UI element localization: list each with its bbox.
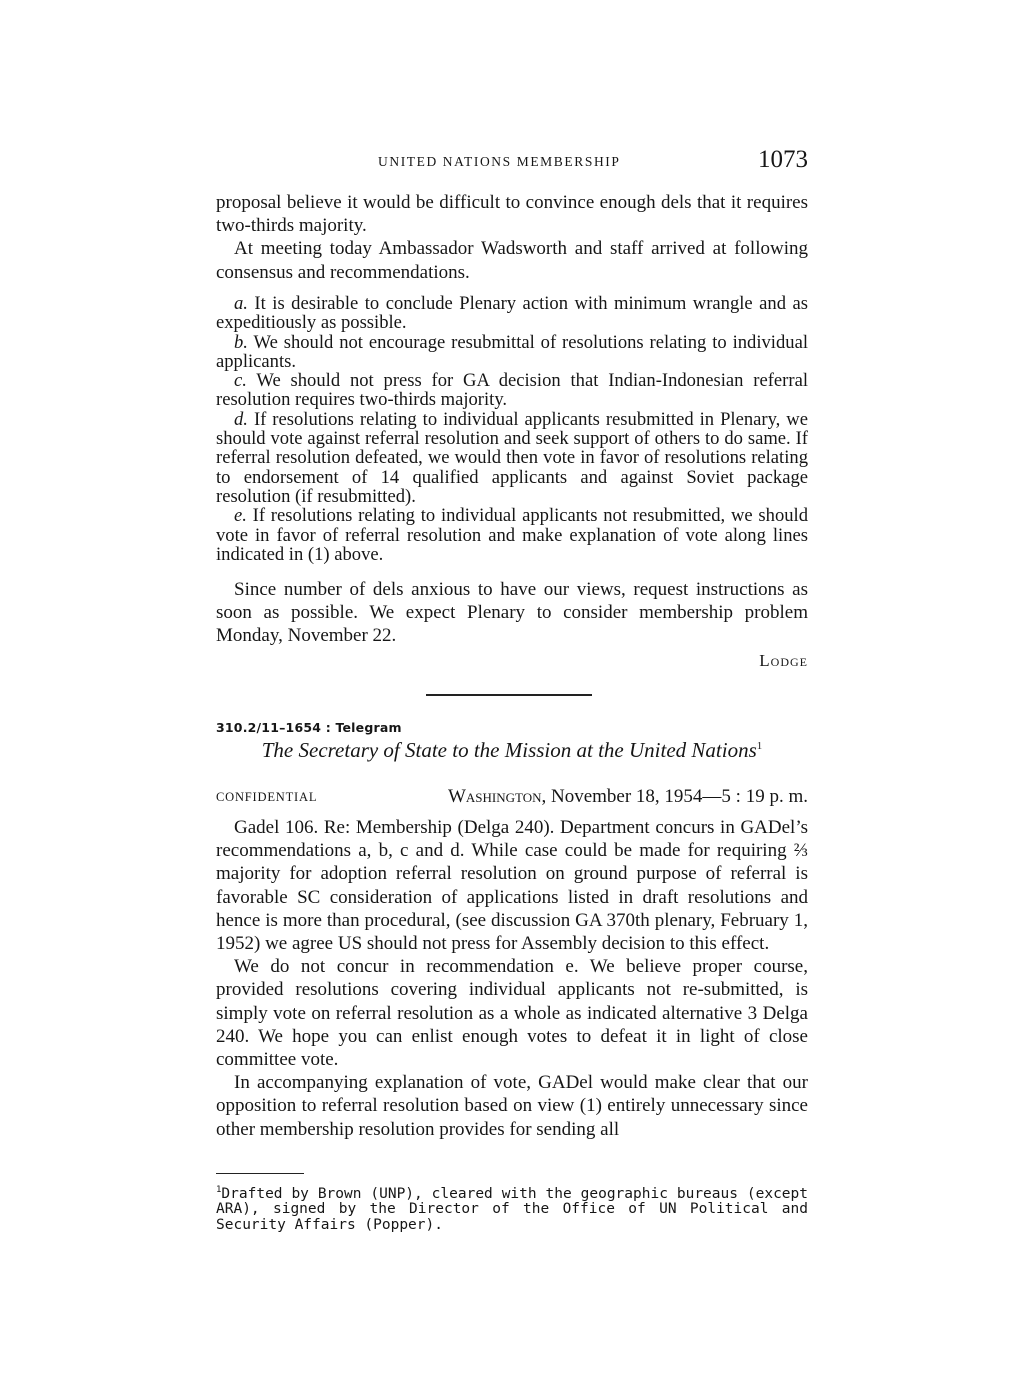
recommendation-letter: a. bbox=[234, 293, 248, 314]
document-title bbox=[216, 738, 808, 763]
recommendation-d bbox=[216, 410, 808, 506]
telegram-body bbox=[216, 816, 808, 1141]
paragraph-not-concur: We do not concur in recommendation e. We believe proper course, provided resolutions covering individual applicants not re-submitted, is simply vote on referral resolution as a whole as indicated alternative 3 Delga 240. We hope you can enlist enough votes to defeat it in light of close committee vote. bbox=[216, 956, 808, 1071]
running-header bbox=[216, 146, 808, 182]
recommendation-letter: c. bbox=[234, 370, 247, 392]
signature: Lodge bbox=[759, 651, 808, 670]
footnote-text: Drafted by Brown (UNP), cleared with the geographic bureaus (except ARA), signed by the Director of the Office of UN Political and Security Affairs (Popper). bbox=[216, 1185, 808, 1233]
file-reference: 310.2/11–1654 : Telegram bbox=[216, 720, 402, 735]
document-title-text: The Secretary of State to the Mission at the United Nations bbox=[261, 738, 757, 762]
paragraph-gadel: Gadel 106. Re: Membership (Delga 240). Department concurs in GADel’s recommendations a, b, c and d. While case could be made for requiring ⅔ majority for adoption referral resolution on ground purpose of referral is favorable SC consideration of applications listed in draft resolutions and hence is more than procedural, (see discussion GA 370th plenary, February 1, 1952) we agree US should not press for Assembly decision to this effect. bbox=[216, 817, 808, 955]
recommendations-list bbox=[216, 294, 808, 564]
footnote-divider bbox=[216, 1173, 304, 1174]
dateline-place: Washington bbox=[447, 786, 542, 807]
recommendation-text: If resolutions relating to individual applicants resubmitted in Plenary, we should vote against referral resolution and seek support of others to do same. If referral resolution defeated, we would then vote in favor of resolutions relating to endorsement of 14 qualified applicants and against Soviet package resolution (if resubmitted). bbox=[216, 408, 808, 507]
recommendation-c bbox=[216, 371, 808, 410]
recommendation-letter: e. bbox=[234, 505, 247, 527]
paragraph-instructions: Since number of dels anxious to have our views, request instructions as soon as possible. We expect Plenary to consider membership problem Monday, November 22. bbox=[216, 579, 808, 647]
classification: CONFIDENTIAL bbox=[216, 790, 318, 804]
document-meta bbox=[216, 786, 808, 810]
section-instructions-request bbox=[216, 578, 808, 648]
recommendation-letter: d. bbox=[234, 408, 248, 430]
footnote-mark: 1 bbox=[216, 1185, 222, 1195]
dateline bbox=[448, 786, 808, 808]
recommendation-letter: b. bbox=[234, 331, 248, 353]
section-divider bbox=[426, 694, 592, 696]
recommendation-text: If resolutions relating to individual applicants not resubmitted, we should vote in favor of referral resolution and make explanation of vote along lines indicated in (1) above. bbox=[216, 505, 808, 565]
recommendation-text: It is desirable to conclude Plenary action with minimum wrangle and as expeditiously as possible. bbox=[216, 293, 808, 334]
paragraph-proposal: proposal believe it would be difficult to convince enough dels that it requires two-thirds majority. bbox=[216, 192, 808, 237]
running-title: UNITED NATIONS MEMBERSHIP bbox=[378, 154, 621, 169]
paragraph-explanation: In accompanying explanation of vote, GADel would make clear that our opposition to referral resolution based on view (1) entirely unnecessary since other membership resolution provides for sending all bbox=[216, 1072, 808, 1140]
recommendation-a bbox=[216, 294, 808, 333]
section-wadsworth-consensus bbox=[216, 191, 808, 284]
recommendation-e bbox=[216, 506, 808, 564]
recommendation-text: We should not press for GA decision that Indian-Indonesian referral resolution requires two-thirds majority. bbox=[216, 370, 808, 411]
footnote-reference: 1 bbox=[756, 740, 763, 752]
dateline-date: , November 18, 1954—5 : 19 p. m. bbox=[541, 786, 808, 807]
page-number: 1073 bbox=[758, 146, 808, 173]
footnote bbox=[216, 1183, 808, 1233]
recommendation-b bbox=[216, 333, 808, 372]
paragraph-meeting: At meeting today Ambassador Wadsworth and staff arrived at following consensus and recommendations. bbox=[216, 238, 808, 283]
recommendation-text: We should not encourage resubmittal of resolutions relating to individual applicants. bbox=[216, 331, 808, 372]
